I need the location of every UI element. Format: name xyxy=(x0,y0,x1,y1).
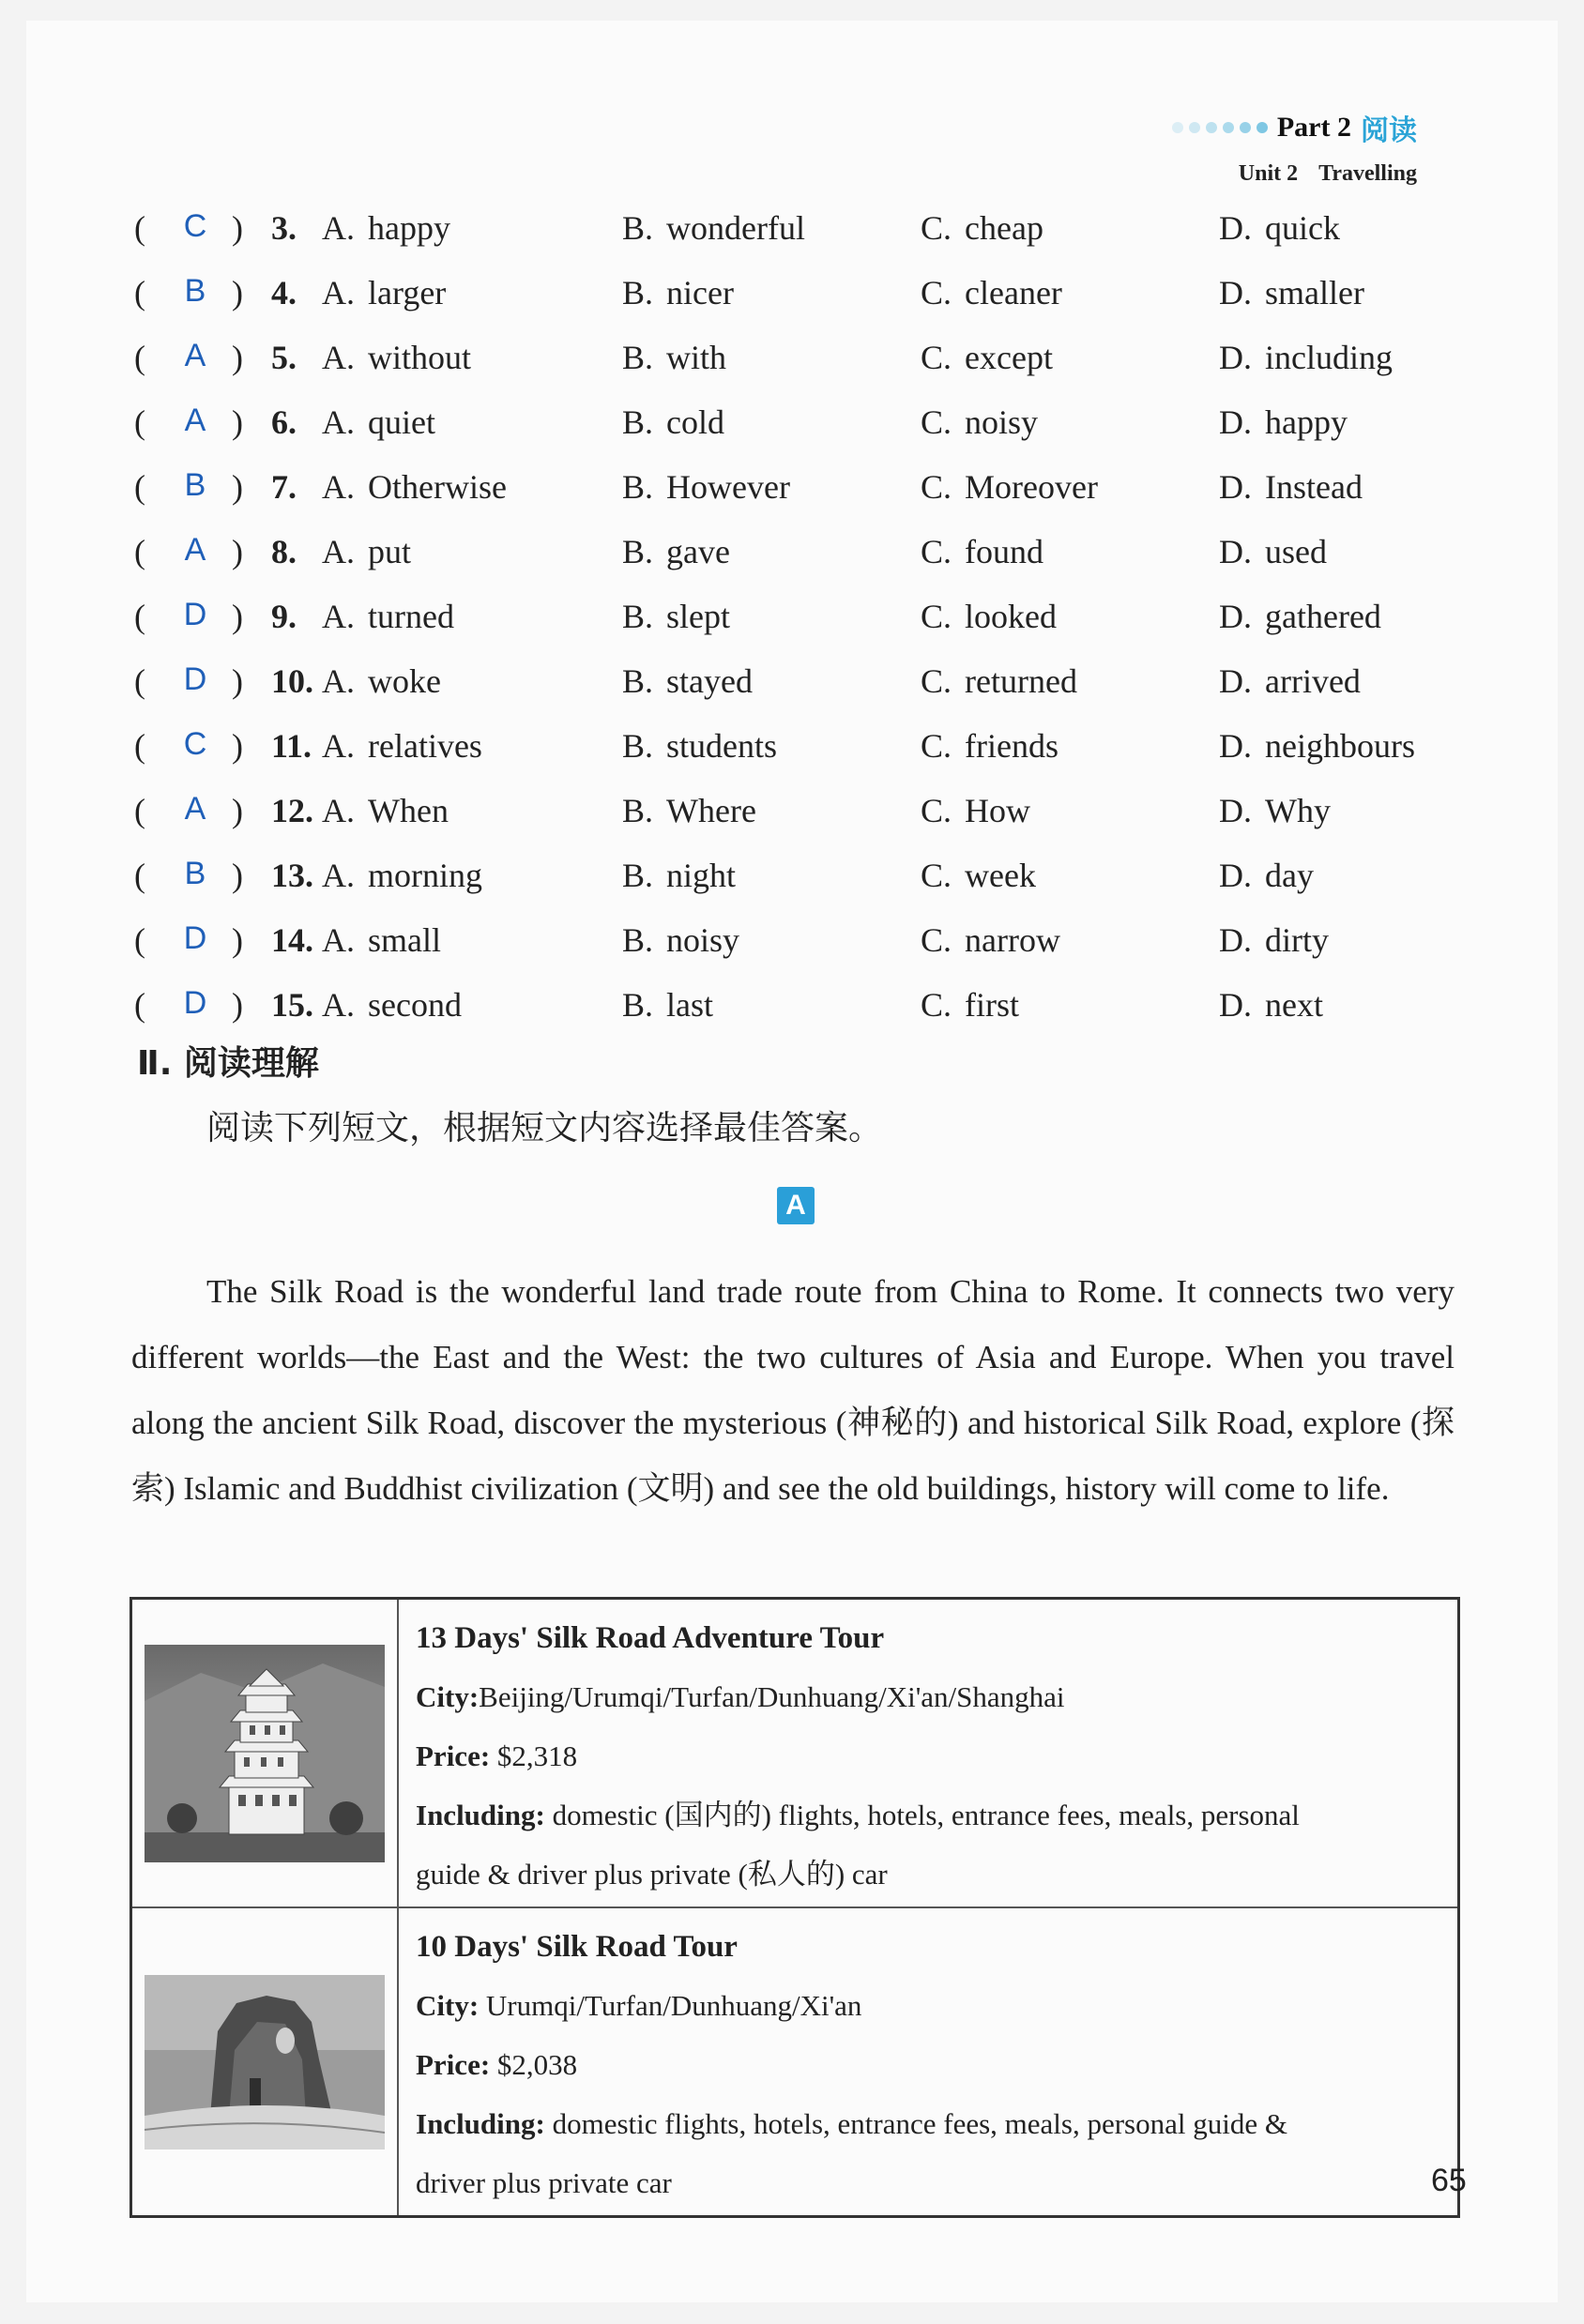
open-paren: ( xyxy=(134,339,145,376)
option-c: C. narrow xyxy=(921,921,1060,959)
answer-mark: D xyxy=(183,985,207,1021)
open-paren: ( xyxy=(134,986,145,1024)
option-a: A. second xyxy=(322,986,462,1024)
option-d: D. gathered xyxy=(1219,598,1381,635)
open-paren: ( xyxy=(134,727,145,765)
option-b: B. cold xyxy=(622,403,724,441)
tour-row xyxy=(132,1600,1457,1906)
close-paren: ) xyxy=(232,857,243,894)
answer-mark: C xyxy=(183,208,207,244)
close-paren: ) xyxy=(232,209,243,247)
section-instruction: 阅读下列短文，根据短文内容选择最佳答案。 xyxy=(206,1109,883,1147)
option-c: C. except xyxy=(921,339,1053,376)
option-d: D. smaller xyxy=(1219,274,1364,311)
option-a: A. relatives xyxy=(322,727,482,765)
answer-mark: D xyxy=(183,661,207,697)
answer-mark: A xyxy=(184,791,206,827)
question-row xyxy=(134,338,1467,403)
question-row xyxy=(134,661,1467,726)
question-number: 15. xyxy=(271,986,313,1024)
option-c: C. looked xyxy=(921,598,1057,635)
unit-label: Unit 2 Travelling xyxy=(1238,161,1417,186)
tour-price: Price: $2,318 xyxy=(416,1739,578,1772)
answer-mark: A xyxy=(184,532,206,568)
option-b: B. stayed xyxy=(622,662,753,700)
option-c: C. returned xyxy=(921,662,1077,700)
option-a: A. turned xyxy=(322,598,454,635)
option-a: A. small xyxy=(322,921,441,959)
option-b: B. nicer xyxy=(622,274,734,311)
close-paren: ) xyxy=(232,533,243,570)
page-header xyxy=(1172,107,1417,187)
question-number: 9. xyxy=(271,598,297,635)
answer-mark: B xyxy=(184,273,206,309)
option-d: D. neighbours xyxy=(1219,727,1415,765)
answer-mark: D xyxy=(183,597,207,632)
tour-price: Price: $2,038 xyxy=(416,2048,578,2081)
option-d: D. day xyxy=(1219,857,1314,894)
tour-title: 10 Days' Silk Road Tour xyxy=(416,1930,738,1964)
option-b: B. wonderful xyxy=(622,209,805,247)
option-c: C. cleaner xyxy=(921,274,1062,311)
answer-mark: A xyxy=(184,338,206,373)
question-row xyxy=(134,467,1467,532)
question-number: 7. xyxy=(271,468,297,506)
question-row xyxy=(134,403,1467,467)
tour-details xyxy=(399,1908,1457,2215)
tour-including: Including: domestic (国内的) flights, hotels, entrance fees, meals, personal xyxy=(416,1799,1300,1831)
part-cn-label: 阅读 xyxy=(1361,114,1417,147)
open-paren: ( xyxy=(134,209,145,247)
close-paren: ) xyxy=(232,339,243,376)
question-row xyxy=(134,208,1467,273)
tour-photo-cell xyxy=(132,1600,399,1906)
option-d: D. including xyxy=(1219,339,1393,376)
answer-mark: C xyxy=(183,726,207,762)
question-row xyxy=(134,597,1467,661)
open-paren: ( xyxy=(134,533,145,570)
option-c: C. noisy xyxy=(921,403,1039,441)
choice-list xyxy=(134,208,1467,1050)
option-a: A. Otherwise xyxy=(322,468,507,506)
option-a: A. without xyxy=(322,339,472,376)
option-a: A. larger xyxy=(322,274,447,311)
question-number: 12. xyxy=(271,792,313,829)
open-paren: ( xyxy=(134,598,145,635)
tour-including: Including: domestic flights, hotels, entrance fees, meals, personal guide & xyxy=(416,2107,1287,2140)
question-row xyxy=(134,791,1467,856)
question-row xyxy=(134,726,1467,791)
passage-badge: A xyxy=(777,1187,815,1224)
open-paren: ( xyxy=(134,792,145,829)
tour-city: City: Urumqi/Turfan/Dunhuang/Xi'an xyxy=(416,1989,862,2022)
option-b: B. with xyxy=(622,339,727,376)
question-number: 6. xyxy=(271,403,297,441)
option-d: D. arrived xyxy=(1219,662,1361,700)
question-number: 8. xyxy=(271,533,297,570)
option-c: C. Moreover xyxy=(921,468,1098,506)
tour-including-cont: driver plus private car xyxy=(416,2166,672,2199)
option-a: A. happy xyxy=(322,209,450,247)
open-paren: ( xyxy=(134,857,145,894)
option-b: B. Where xyxy=(622,792,756,829)
option-c: C. week xyxy=(921,857,1036,894)
question-number: 11. xyxy=(271,727,312,765)
option-a: A. quiet xyxy=(322,403,435,441)
tour-city: City:Beijing/Urumqi/Turfan/Dunhuang/Xi'an/Shanghai xyxy=(416,1680,1065,1713)
tour-photo-cell xyxy=(132,1908,399,2215)
section-title: Ⅱ. 阅读理解 xyxy=(137,1044,319,1083)
tour-table xyxy=(129,1597,1460,2218)
page-number: 65 xyxy=(1431,2163,1467,2198)
option-b: B. slept xyxy=(622,598,731,635)
open-paren: ( xyxy=(134,921,145,959)
question-number: 4. xyxy=(271,274,297,311)
close-paren: ) xyxy=(232,727,243,765)
option-d: D. dirty xyxy=(1219,921,1329,959)
option-c: C. first xyxy=(921,986,1020,1024)
question-number: 13. xyxy=(271,857,313,894)
close-paren: ) xyxy=(232,921,243,959)
option-c: C. How xyxy=(921,792,1031,829)
answer-mark: D xyxy=(183,920,207,956)
option-a: A. When xyxy=(322,792,449,829)
option-b: B. However xyxy=(622,468,790,506)
option-b: B. noisy xyxy=(622,921,740,959)
answer-mark: A xyxy=(184,403,206,438)
open-paren: ( xyxy=(134,274,145,311)
tour-details xyxy=(399,1600,1457,1906)
option-a: A. woke xyxy=(322,662,441,700)
option-a: A. morning xyxy=(322,857,482,894)
question-row xyxy=(134,985,1467,1050)
question-row xyxy=(134,273,1467,338)
close-paren: ) xyxy=(232,986,243,1024)
question-number: 10. xyxy=(271,662,313,700)
part-label: Part 2 xyxy=(1276,112,1351,143)
option-b: B. last xyxy=(622,986,714,1024)
question-row xyxy=(134,532,1467,597)
tour-including-cont: guide & driver plus private (私人的) car xyxy=(416,1858,888,1891)
open-paren: ( xyxy=(134,662,145,700)
question-number: 5. xyxy=(271,339,297,376)
passage-text: The Silk Road is the wonderful land trade route from China to Rome. It connects two very different worlds—the East and the West: the two cultures of Asia and Europe. When you travel along the ancient Silk Road, discover the mysterious (神秘的) and historical Silk Road, explore (探索) Islamic and Buddhist civilization (文明) and see the old buildings, history will come to life. xyxy=(131,1273,1455,1507)
question-row xyxy=(134,856,1467,920)
answer-mark: B xyxy=(184,467,206,503)
option-c: C. cheap xyxy=(921,209,1043,247)
close-paren: ) xyxy=(232,274,243,311)
option-d: D. Instead xyxy=(1219,468,1363,506)
open-paren: ( xyxy=(134,468,145,506)
question-row xyxy=(134,920,1467,985)
option-d: D. used xyxy=(1219,533,1327,570)
close-paren: ) xyxy=(232,662,243,700)
option-d: D. quick xyxy=(1219,209,1340,247)
passage xyxy=(131,1259,1455,1522)
close-paren: ) xyxy=(232,468,243,506)
question-number: 3. xyxy=(271,209,297,247)
close-paren: ) xyxy=(232,403,243,441)
question-number: 14. xyxy=(271,921,313,959)
tour-row xyxy=(132,1906,1457,2215)
workbook-page xyxy=(26,21,1558,2302)
tour-title: 13 Days' Silk Road Adventure Tour xyxy=(416,1621,885,1655)
option-b: B. students xyxy=(622,727,778,765)
answer-mark: B xyxy=(184,856,206,891)
option-c: C. found xyxy=(921,533,1044,570)
open-paren: ( xyxy=(134,403,145,441)
close-paren: ) xyxy=(232,598,243,635)
close-paren: ) xyxy=(232,792,243,829)
option-b: B. night xyxy=(622,857,737,894)
option-b: B. gave xyxy=(622,533,730,570)
option-d: D. next xyxy=(1219,986,1323,1024)
option-a: A. put xyxy=(322,533,412,570)
decorative-dots xyxy=(1172,122,1268,133)
option-d: D. happy xyxy=(1219,403,1348,441)
option-c: C. friends xyxy=(921,727,1059,765)
pagoda-photo xyxy=(145,1645,385,1862)
ruins-photo xyxy=(145,1975,385,2149)
option-d: D. Why xyxy=(1219,792,1331,829)
